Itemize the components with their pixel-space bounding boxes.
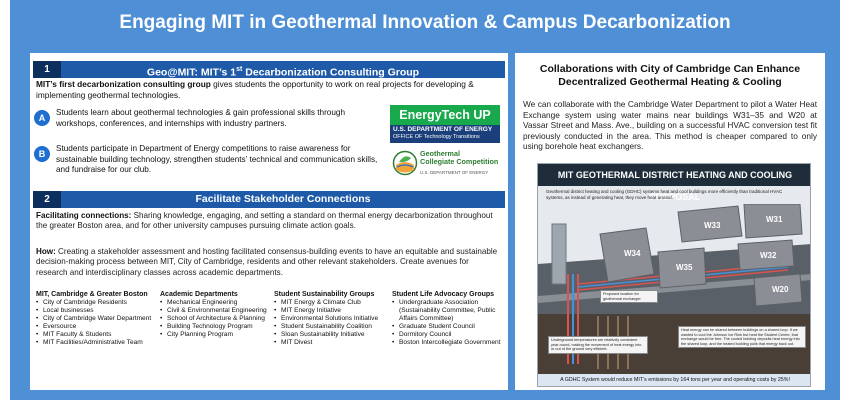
bullet-b (34, 144, 386, 184)
stakeholder-groups (36, 290, 506, 386)
geothermal-competition-name (420, 150, 504, 166)
energytech-org: U.S. DEPARTMENT OF ENERGY (393, 126, 493, 133)
diagram-footer: A GDHC System would reduce MIT’s emissions by 164 tons per year and operating costs by 25%! (538, 374, 811, 387)
right-panel (515, 53, 825, 390)
group-student-life (392, 290, 506, 347)
geothermal-competition-logo (392, 148, 504, 182)
building-label-w35: W35 (676, 263, 693, 272)
list-item: • Dormitory Council (392, 331, 506, 339)
section-2-title: Facilitate Stakeholder Connections (195, 193, 371, 205)
how-label: How: (36, 247, 56, 256)
energytech-up-logo (390, 105, 500, 143)
list-item: • Student Sustainability Coalition (274, 323, 386, 331)
list-item: • City of Cambridge Water Department (36, 315, 154, 323)
group-mit-cambridge (36, 290, 154, 347)
exchanger-building (552, 224, 566, 284)
diagram-intro: Geothermal district heating and cooling (GDHC) systems heat and cool buildings more efficiently than traditional HVAC systems, as instead of generating heat, they move heat around. (546, 189, 783, 200)
section-1-title-sup: st (236, 66, 243, 73)
left-panel (30, 53, 508, 390)
bullet-a (34, 108, 386, 138)
energytech-office: OFFICE OF Technology Transitions (393, 133, 480, 140)
group-heading: Student Sustainability Groups (274, 291, 375, 298)
bullet-a-text: Students learn about geothermal technologies & gain professional skills through workshops, conferences, and internships with industry partners. (56, 108, 346, 128)
gc-line1: Geothermal (420, 149, 460, 158)
intro-bold: MIT’s first decarbonization consulting group (36, 79, 211, 89)
list-item: • Environmental Solutions Initiative (274, 315, 386, 323)
group-heading: MIT, Cambridge & Greater Boston (36, 291, 148, 298)
building-label-w33: W33 (704, 221, 721, 230)
list-item: • City Planning Program (160, 331, 268, 339)
geothermal-proposal-diagram (537, 163, 811, 387)
section-1-intro (36, 79, 502, 100)
building-w34 (600, 228, 654, 282)
list-item: • Mechanical Engineering (160, 299, 268, 307)
section-1-title-main: Geo@MIT: MIT’s 1 (146, 66, 237, 79)
intro-rest: gives students the opportunity to work on real projects for developing & implementing geothermal technologies. (36, 79, 474, 100)
building-w33 (678, 206, 742, 242)
gc-line2: Collegiate Competition (420, 157, 499, 167)
list-item: • Eversource (36, 323, 154, 331)
building-label-w32: W32 (760, 251, 777, 260)
list-item: • School of Architecture & Planning (160, 315, 268, 323)
collaboration-title: Collaborations with City of Cambridge Can Enhance Decentralized Geothermal Heating & Cooling (539, 63, 801, 88)
facilitating-label: Facilitating connections: (36, 211, 132, 220)
how-text: Creating a stakeholder assessment and hosting facilitated consensus-building events to have an equitable and sustainable decision-making process between MIT, City of Cambridge, residents and other relevant stakeholders. Create avenues for research and interdisciplinary classes across academic departments. (36, 247, 498, 277)
building-label-w20: W20 (772, 285, 789, 294)
list-item: • City of Cambridge Residents (36, 299, 154, 307)
poster (10, 0, 840, 400)
exchanger-note: Proposed location for geothermal exchanger (600, 290, 658, 303)
how-paragraph (36, 247, 502, 278)
group-list (392, 299, 506, 347)
list-item: • MIT Energy & Climate Club (274, 299, 386, 307)
list-item: • Sloan Sustainability Initiative (274, 331, 386, 339)
collaboration-body: We can collaborate with the Cambridge Water Department to pilot a Water Heat Exchange system using water mains near buildings W31–35 and W20 at Vassar Street and Mass. Ave., building on a successful HVAC conversion test fit previously conducted in the area. This method is cheaper compared to only using borehole heat exchangers. (523, 99, 817, 152)
list-item: • Boston Intercollegiate Government (392, 339, 506, 347)
globe-leaf-icon (392, 150, 418, 176)
group-list (160, 299, 268, 339)
list-item: • MIT Energy Initiative (274, 307, 386, 315)
building-w35 (658, 248, 706, 288)
section-1-title (61, 61, 505, 78)
list-item: • Building Technology Program (160, 323, 268, 331)
list-item: • Undergraduate Association (Sustainability Committee, Public Affairs Committee) (392, 299, 506, 323)
underground-note: Underground temperatures are relatively consistent year-round, making the movement of heat energy into or out of the ground very efficient. (548, 336, 648, 354)
section-2-header (33, 191, 505, 208)
group-academic (160, 290, 268, 339)
bullet-b-badge: B (34, 146, 50, 162)
building-w20 (754, 274, 802, 306)
section-1-number: 1 (33, 61, 61, 78)
list-item: • MIT Facilities/Administrative Team (36, 339, 154, 347)
building-w32 (738, 240, 794, 270)
gc-org: U.S. DEPARTMENT OF ENERGY (420, 170, 489, 175)
bullet-b-text: Students participate in Department of Energy competitions to raise awareness for sustainable building technology, strengthen students’ technical and communication skills, and fundraise for our club. (56, 144, 378, 175)
list-item: • Graduate Student Council (392, 323, 506, 331)
energytech-subtitle (390, 125, 500, 143)
diagram-header: MIT GEOTHERMAL DISTRICT HEATING AND COOLING PROPOSAL (538, 164, 811, 186)
facilitating-paragraph (36, 211, 502, 232)
group-sustainability (274, 290, 386, 347)
list-item: • Local businesses (36, 307, 154, 315)
energytech-title: EnergyTech UP (390, 105, 500, 125)
group-list (36, 299, 154, 347)
shared-loop-note: Heat energy can be shared between buildings on a shared loop. If we wanted to cool the Johnson Ice Rink but heat the Student Center, that exchange would be free. The cooled building deposits heat energy into the shared loop, and the heated building pulls that energy back out. (678, 326, 806, 348)
poster-title: Engaging MIT in Geothermal Innovation & Campus Decarbonization (119, 12, 731, 33)
section-1-title-rest: Decarbonization Consulting Group (242, 66, 420, 79)
building-label-w31: W31 (766, 215, 783, 224)
building-label-w34: W34 (624, 249, 641, 258)
group-heading: Student Life Advocacy Groups (392, 291, 495, 298)
list-item: • Civil & Environmental Engineering (160, 307, 268, 315)
list-item: • MIT Faculty & Students (36, 331, 154, 339)
list-item: • MIT Divest (274, 339, 386, 347)
group-heading: Academic Departments (160, 291, 238, 298)
building-w31 (744, 204, 802, 238)
bullet-a-badge: A (34, 110, 50, 126)
facilitating-text: Sharing knowledge, engaging, and setting a standard on thermal energy decarbonization throughout the greater Boston area, and for other university campuses pursuing climate action goals. (36, 211, 493, 231)
section-2-number: 2 (33, 191, 61, 208)
section-1-header (33, 61, 505, 78)
group-list (274, 299, 386, 347)
